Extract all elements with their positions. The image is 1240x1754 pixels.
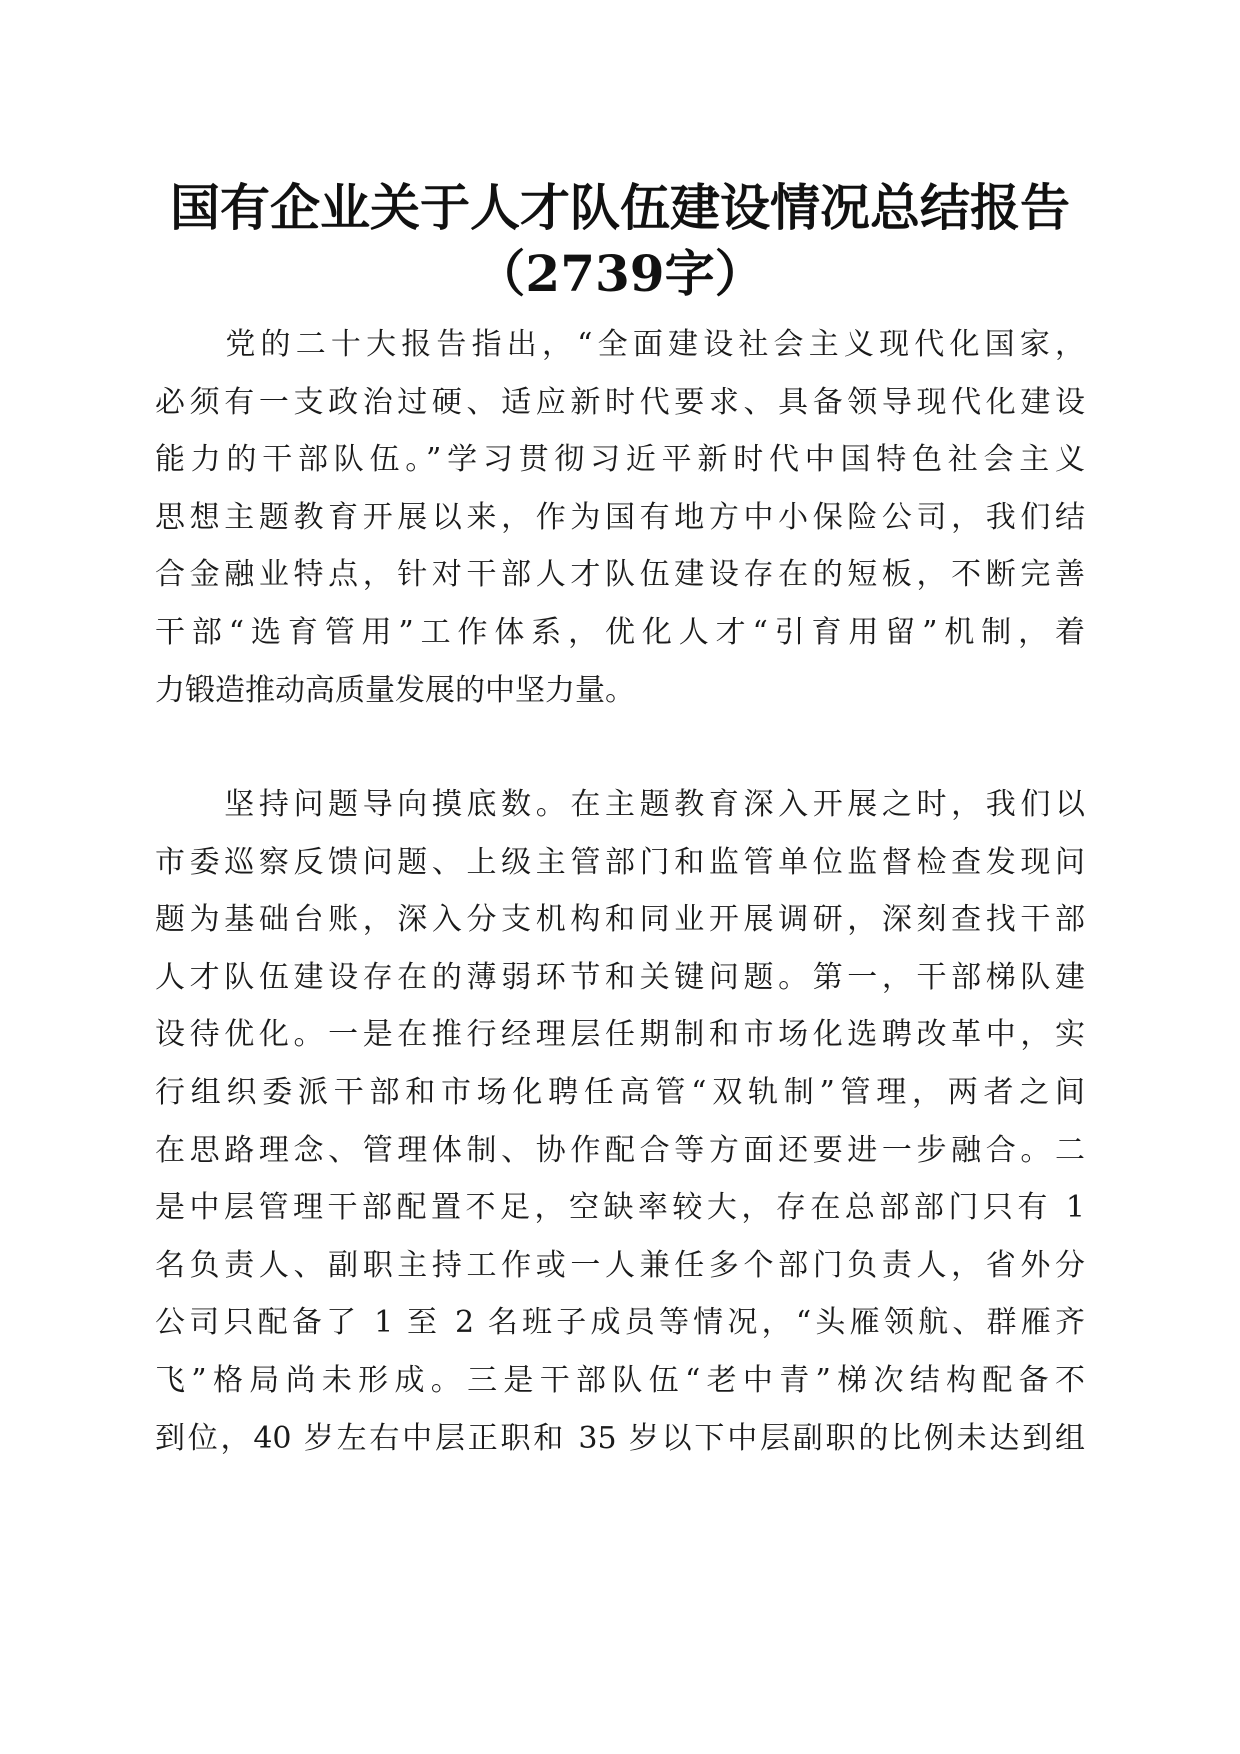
paragraph-line: 公司只配备了 1 至 2 名班子成员等情况，“头雁领航、群雁齐 [155,1305,1085,1341]
paragraph-line: 干部“选育管用”工作体系，优化人才“引育用留”机制，着 [155,614,1085,650]
paragraph-line: 在思路理念、管理体制、协作配合等方面还要进一步融合。二 [155,1132,1085,1168]
paragraph-1 [155,316,1085,719]
paragraph-line: 是中层管理干部配置不足，空缺率较大，存在总部部门只有 1 [155,1190,1085,1226]
paragraph-line: 飞”格局尚未形成。三是干部队伍“老中青”梯次结构配备不 [155,1362,1085,1398]
paragraph-line: 力锻造推动高质量发展的中坚力量。 [155,672,635,708]
paragraph-line: 到位，40 岁左右中层正职和 35 岁以下中层副职的比例未达到组 [155,1420,1085,1456]
paragraph-line: 必须有一支政治过硬、适应新时代要求、具备领导现代化建设 [155,384,1085,420]
paragraph-line: 坚持问题导向摸底数。在主题教育深入开展之时，我们以 [155,787,1085,822]
paragraph-line: 名负责人、副职主持工作或一人兼任多个部门负责人，省外分 [155,1247,1085,1283]
paragraph-line: 人才队伍建设存在的薄弱环节和关键问题。第一，干部梯队建 [155,959,1085,995]
paragraph-line: 思想主题教育开展以来，作为国有地方中小保险公司，我们结 [155,499,1085,535]
paragraph-line: 题为基础台账，深入分支机构和同业开展调研，深刻查找干部 [155,902,1085,938]
paragraph-line: 设待优化。一是在推行经理层任期制和市场化选聘改革中，实 [155,1017,1085,1053]
paragraph-line: 合金融业特点，针对干部人才队伍建设存在的短板，不断完善 [155,557,1085,593]
document-word-count: （2739字） [475,244,765,303]
paragraph-line: 能力的干部队伍。”学习贯彻习近平新时代中国特色社会主义 [155,442,1085,478]
paragraph-line: 市委巡察反馈问题、上级主管部门和监管单位监督检查发现问 [155,844,1085,880]
paragraph-line: 行组织委派干部和市场化聘任高管“双轨制”管理，两者之间 [155,1074,1085,1110]
document-title: 国有企业关于人才队伍建设情况总结报告 [170,178,1070,237]
paragraph-2 [155,776,1085,1467]
paragraph-line: 党的二十大报告指出，“全面建设社会主义现代化国家， [155,327,1085,362]
